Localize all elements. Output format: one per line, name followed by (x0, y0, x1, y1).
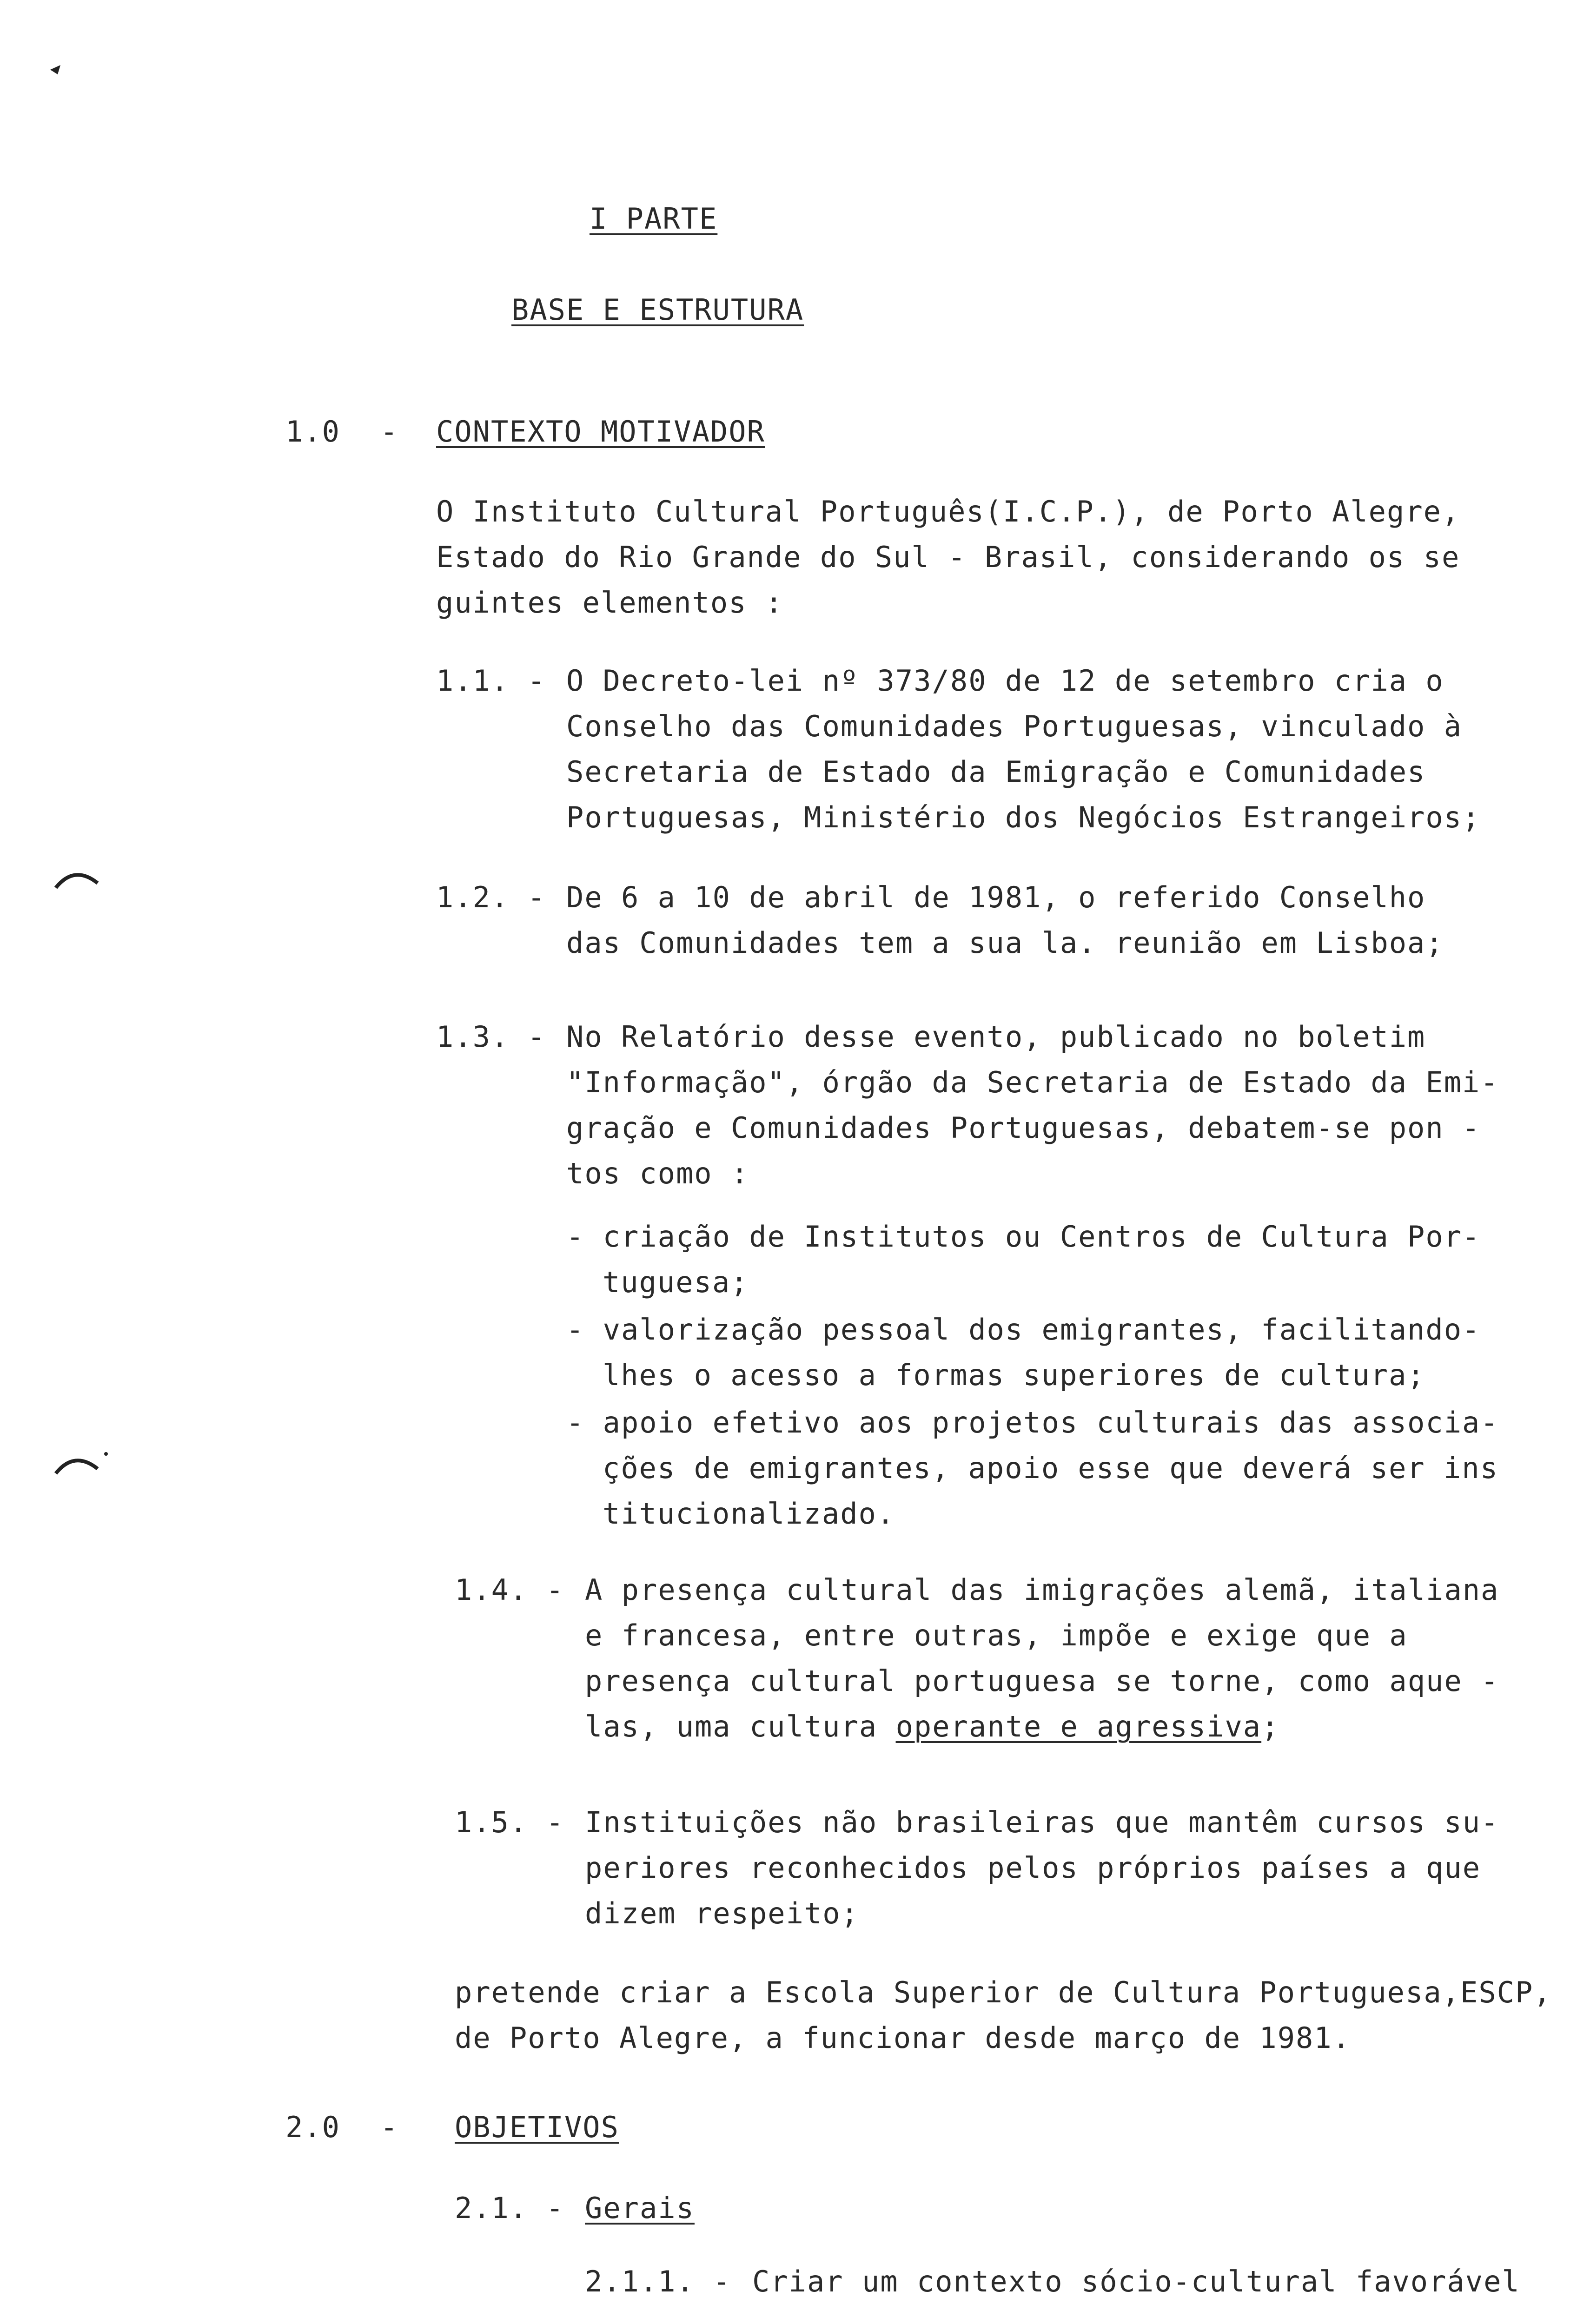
document-subtitle: BASE E ESTRUTURA (511, 293, 804, 327)
item-line: dizem respeito; (585, 1896, 859, 1930)
item-number: 1.4. - (455, 1573, 564, 1607)
item-line: Secretaria de Estado da Emigração e Comunidades (566, 755, 1426, 789)
section-2-title: OBJETIVOS (455, 2110, 619, 2144)
subitem-text: Criar um contexto sócio-cultural favorável (752, 2265, 1520, 2298)
intro-line: Estado do Rio Grande do Sul - Brasil, considerando os se (436, 540, 1460, 574)
subsection-title: Gerais (585, 2191, 695, 2225)
intro-line: O Instituto Cultural Português(I.C.P.), de Porto Alegre, (436, 495, 1460, 528)
bullet-line: ções de emigrantes, apoio esse que deverá ser ins (603, 1451, 1499, 1485)
item-line: e francesa, entre outras, impõe e exige que a (585, 1618, 1408, 1652)
section-2-dash: - (380, 2110, 399, 2144)
item-number: 1.5. - (455, 1805, 564, 1839)
bullet-line: tuguesa; (603, 1265, 749, 1299)
conclusion-line: pretende criar a Escola Superior de Cultura Portuguesa,ESCP, (455, 1975, 1552, 2009)
underlined-phrase: operante e agressiva (895, 1710, 1262, 1743)
bullet-line: lhes o acesso a formas superiores de cultura; (603, 1358, 1425, 1392)
item-line: O Decreto-lei nº 373/80 de 12 de setembro cria o (566, 664, 1444, 698)
item-line: De 6 a 10 de abril de 1981, o referido Conselho (566, 880, 1426, 914)
item-number: 1.2. - (436, 880, 546, 914)
item-line-prefix: las, uma cultura (585, 1710, 896, 1743)
item-line-emphasis (585, 1712, 1279, 1741)
part-title: I PARTE (590, 202, 718, 236)
item-line: presença cultural portuguesa se torne, como aque - (585, 1664, 1499, 1698)
item-line: "Informação", órgão da Secretaria de Estado da Emi- (566, 1065, 1499, 1099)
subsection-number: 2.1. - (455, 2191, 564, 2225)
section-1-dash: - (380, 415, 399, 449)
item-line: Portuguesas, Ministério dos Negócios Estrangeiros; (566, 800, 1481, 834)
item-line: No Relatório desse evento, publicado no boletim (566, 1020, 1426, 1054)
bullet-line: titucionalizado. (603, 1497, 895, 1531)
item-number: 1.3. - (436, 1020, 546, 1054)
item-line: A presença cultural das imigrações alemã, italiana (585, 1573, 1499, 1607)
section-1-title: CONTEXTO MOTIVADOR (436, 415, 765, 449)
intro-line: guintes elementos : (436, 586, 784, 620)
margin-hole-mark-top (51, 865, 102, 892)
bullet-line: - apoio efetivo aos projetos culturais das associa- (566, 1406, 1499, 1439)
scan-speck-mark (46, 60, 65, 79)
section-2-number: 2.0 (285, 2110, 340, 2144)
item-line: das Comunidades tem a sua la. reunião em Lisboa; (566, 926, 1444, 960)
item-line: tos como : (566, 1156, 749, 1190)
item-line: Conselho das Comunidades Portuguesas, vinculado à (566, 709, 1463, 743)
item-line-suffix: ; (1261, 1710, 1280, 1743)
conclusion-line: de Porto Alegre, a funcionar desde março de 1981. (455, 2021, 1351, 2055)
bullet-line: - criação de Institutos ou Centros de Cultura Por- (566, 1220, 1481, 1254)
item-line: periores reconhecidos pelos próprios países a que (585, 1851, 1481, 1885)
subitem-number: 2.1.1. - (585, 2265, 731, 2298)
section-1-number: 1.0 (285, 415, 340, 449)
item-number: 1.1. - (436, 664, 546, 698)
bullet-line: - valorização pessoal dos emigrantes, facilitando- (566, 1313, 1481, 1347)
margin-hole-mark-bottom (51, 1446, 112, 1478)
item-line: gração e Comunidades Portuguesas, debatem-se pon - (566, 1111, 1481, 1145)
item-line: Instituições não brasileiras que mantêm cursos su- (585, 1805, 1499, 1839)
